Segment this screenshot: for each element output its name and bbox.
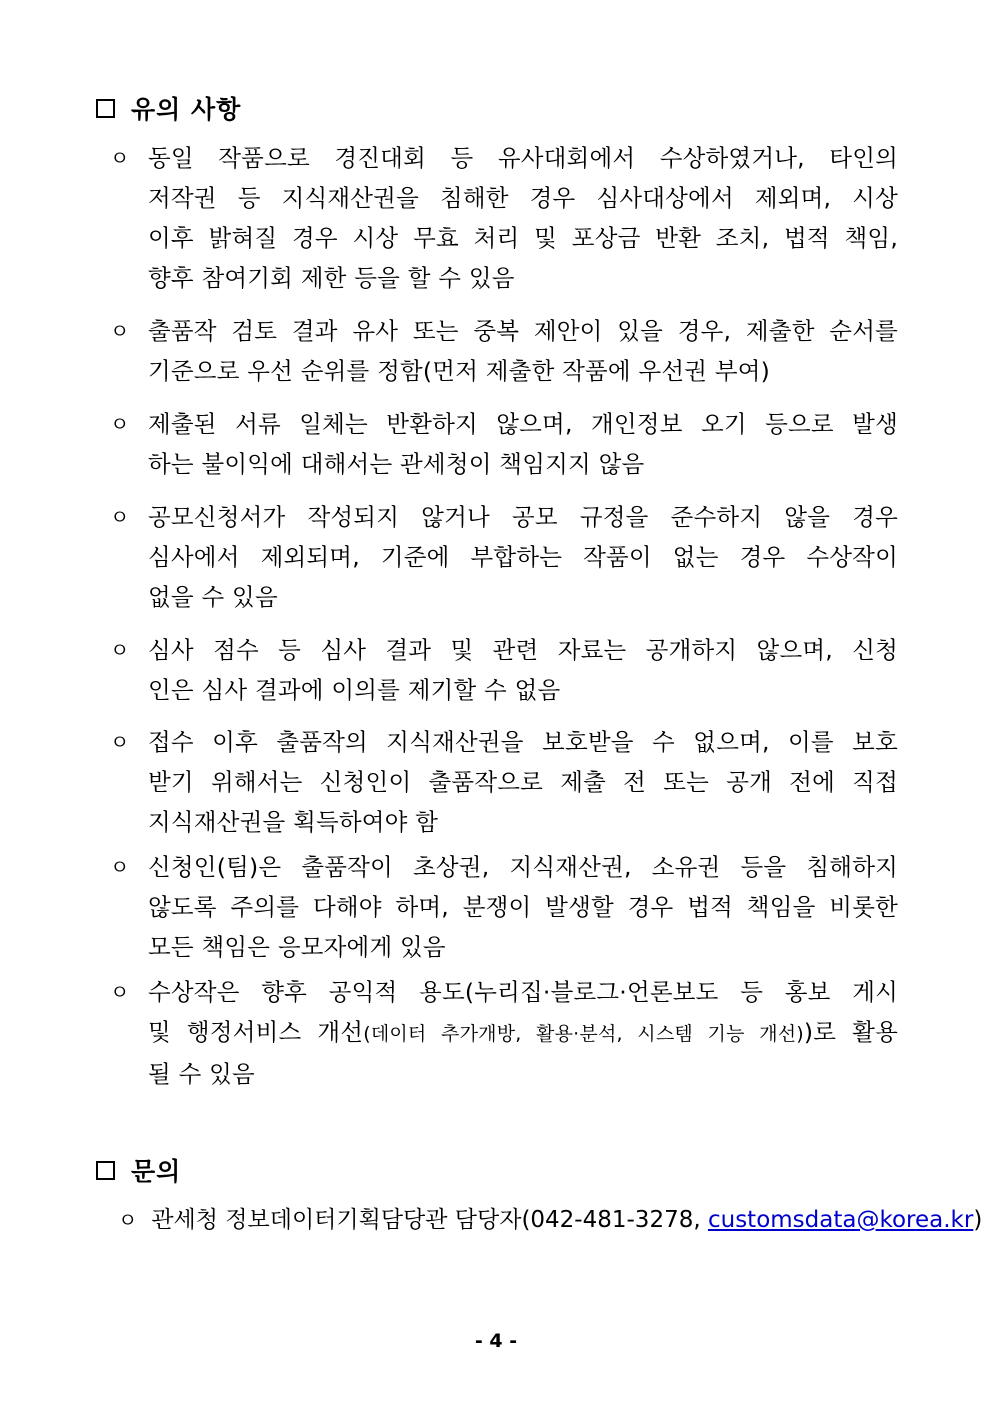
note-line: 않도록 주의를 다해야 하며, 분쟁이 발생할 경우 법적 책임을 비롯한 — [148, 893, 898, 921]
note-line — [148, 1012, 898, 1054]
circle-bullet-icon: ㅇ — [110, 730, 130, 754]
note-line: 접수 이후 출품작의 지식재산권을 보호받을 수 없으며, 이를 보호 — [148, 728, 898, 756]
circle-bullet-icon: ㅇ — [110, 638, 130, 662]
circle-bullet-icon: ㅇ — [110, 146, 130, 170]
circle-bullet-icon: ㅇ — [110, 980, 130, 1004]
note-item-2 — [110, 311, 898, 391]
note-line: 신청인(팀)은 출품작이 초상권, 지식재산권, 소유권 등을 침해하지 — [148, 853, 898, 881]
note-item-1 — [110, 138, 898, 298]
note-line: 인은 심사 결과에 이의를 제기할 수 없음 — [148, 676, 561, 704]
note-line: 제출된 서류 일체는 반환하지 않으며, 개인정보 오기 등으로 발생 — [148, 410, 898, 438]
contact-line — [118, 1200, 982, 1240]
note-line: 출품작 검토 결과 유사 또는 중복 제안이 있을 경우, 제출한 순서를 — [148, 317, 898, 345]
contact-heading-title: 문의 — [131, 1157, 182, 1186]
note-line: 공모신청서가 작성되지 않거나 공모 규정을 준수하지 않을 경우 — [148, 503, 898, 531]
note-line: 저작권 등 지식재산권을 침해한 경우 심사대상에서 제외며, 시상 — [148, 184, 898, 212]
contact-heading — [96, 1152, 181, 1188]
contact-text: 관세청 정보데이터기획담당관 담당자(042-481-3278, — [151, 1207, 708, 1233]
note-item-3 — [110, 404, 898, 484]
note-line-small-part: (데이터 추가개방, 활용·분석, 시스템 기능 개선) — [363, 1023, 804, 1045]
notes-heading-title: 유의 사항 — [131, 95, 242, 124]
note-item-6 — [110, 722, 898, 842]
note-line: 지식재산권을 획득하여야 함 — [148, 808, 439, 836]
note-line: 심사 점수 등 심사 결과 및 관련 자료는 공개하지 않으며, 신청 — [148, 636, 898, 664]
note-line: 기준으로 우선 순위를 정함(먼저 제출한 작품에 우선권 부여) — [148, 357, 771, 385]
note-line: 받기 위해서는 신청인이 출품작으로 제출 전 또는 공개 전에 직접 — [148, 768, 898, 796]
circle-bullet-icon: ㅇ — [110, 855, 130, 879]
note-line-part: )로 활용 — [803, 1018, 898, 1046]
checkbox-square-icon — [96, 1161, 115, 1180]
note-line: 심사에서 제외되며, 기준에 부합하는 작품이 없는 경우 수상작이 — [148, 543, 898, 571]
note-line: 향후 참여기회 제한 등을 할 수 있음 — [148, 264, 515, 292]
note-line: 이후 밝혀질 경우 시상 무효 처리 및 포상금 반환 조치, 법적 책임, — [148, 224, 898, 252]
note-line: 없을 수 있음 — [148, 583, 278, 611]
page-number: - 4 - — [474, 1330, 518, 1352]
contact-email-link[interactable]: customsdata@korea.kr — [707, 1207, 974, 1233]
circle-bullet-icon: ㅇ — [118, 1208, 138, 1232]
circle-bullet-icon: ㅇ — [110, 319, 130, 343]
checkbox-square-icon — [96, 99, 115, 118]
note-item-8 — [110, 972, 898, 1092]
note-line: 수상작은 향후 공익적 용도(누리집·블로그·언론보도 등 홍보 게시 — [148, 978, 898, 1006]
note-item-5 — [110, 630, 898, 710]
circle-bullet-icon: ㅇ — [110, 505, 130, 529]
note-item-7 — [110, 847, 898, 967]
contact-close: ) — [973, 1207, 983, 1233]
note-line: 동일 작품으로 경진대회 등 유사대회에서 수상하였거나, 타인의 — [148, 144, 898, 172]
note-line: 될 수 있음 — [148, 1060, 255, 1088]
note-item-4 — [110, 497, 898, 617]
note-line: 하는 불이익에 대해서는 관세청이 책임지지 않음 — [148, 450, 645, 478]
note-line: 모든 책임은 응모자에게 있음 — [148, 933, 446, 961]
notes-heading — [96, 90, 241, 126]
circle-bullet-icon: ㅇ — [110, 412, 130, 436]
note-line-part: 및 행정서비스 개선 — [148, 1018, 364, 1046]
